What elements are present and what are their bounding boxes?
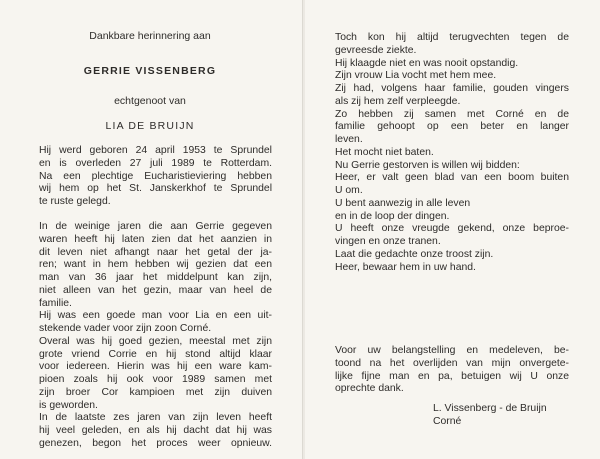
text-line: ren; want in hem hebben wij gezien dat een [39, 259, 272, 271]
text-line: toond na het overlijden van mijn onvergete- [335, 357, 569, 369]
text-line: familie. [39, 297, 72, 309]
text-line: Toch kon hij altijd terugvechten tegen de [335, 32, 569, 43]
text-line: stekende vader voor zijn zoon Corné. [39, 323, 212, 334]
text-line: waren heeft hij laten zien dat het aanzien in [39, 233, 272, 245]
text-line: Voor uw belangstelling en medeleven, be- [335, 345, 569, 356]
spouse-name: LIA DE BRUIJN [105, 120, 195, 132]
text-line: Het mocht niet baten. [335, 146, 434, 158]
text-line: Na een plechtige Eucharistieviering hebben [39, 170, 272, 182]
text-line: Laat die gedachte onze troost zijn. [335, 248, 494, 260]
text-line: genezen, begon het proces weer opnieuw. [39, 437, 272, 449]
text-line: Hij werd geboren 24 april 1953 te Sprundel [39, 145, 272, 156]
text-line: Hij was een goede man voor Lia en een uit- [39, 310, 272, 322]
text-line: en is overleden 27 juli 1989 te Rotterdam. [39, 157, 272, 169]
text-line: gevreesde ziekte. [335, 44, 417, 56]
text-line: zijn broer Cor kampioen met zijn duiven [39, 386, 272, 398]
signature-line: L. Vissenberg - de Bruijn [433, 403, 547, 414]
text-line: pioen zoals hij ook voor 1989 samen met [39, 374, 272, 385]
text-line: leven. [335, 134, 363, 145]
text-line: U om. [335, 185, 363, 196]
text-line: In de laatste zes jaren van zijn leven heeft [39, 412, 272, 424]
prayer-paragraph [335, 32, 569, 274]
signature-line: Corné [433, 415, 462, 427]
text-line: Hij klaagde niet en was nooit opstandig. [335, 57, 519, 69]
text-line: lijke fijne man en pa, betuigen wij U onze [335, 370, 569, 382]
text-line: als zij hem zelf verpleegde. [335, 95, 461, 107]
text-line: man van 36 jaar het middelpunt kan zijn, [39, 272, 272, 283]
text-line: wij hem op het St. Janskerkhof te Sprundel [39, 183, 272, 195]
fold-shadow [303, 0, 305, 459]
text-line: hij veel geleden, en als hij dacht dat hij was [39, 425, 272, 436]
text-line: familie gehoopt op een beter en langer [335, 121, 569, 133]
text-line: Zijn vrouw Lia vocht met hem mee. [335, 70, 497, 82]
intro-text: Dankbare herinnering aan [89, 30, 211, 42]
thanks-paragraph [335, 345, 569, 396]
text-line: Nu Gerrie gestorven is willen wij bidden: [335, 159, 520, 171]
text-line: U bent aanwezig in alle leven [335, 197, 471, 209]
biography-paragraph [39, 145, 272, 209]
text-line: voor iedereen. Hierin was hij een ware kam- [39, 361, 272, 373]
text-line: Zo hebben zij samen met Corné en de [335, 108, 569, 120]
text-line: dit leven niet afhangt naar het getal der ja- [39, 246, 272, 258]
text-line: en in de loop der dingen. [335, 210, 450, 222]
tribute-paragraph [39, 221, 272, 451]
text-line: vingen en onze tranen. [335, 236, 441, 247]
deceased-name: GERRIE VISSENBERG [83, 65, 217, 77]
text-line: Heer, bewaar hem in uw hand. [335, 261, 476, 273]
text-line: niet alleen van het gezin, maar van heel de [39, 284, 272, 296]
signature-block [433, 403, 547, 429]
text-line: oprechte dank. [335, 383, 404, 395]
text-line: In de weinige jaren die aan Gerrie gegeven [39, 221, 272, 232]
text-line: U heeft onze vreugde gekend, onze beproe- [335, 223, 569, 235]
text-line: grote vriend Corrie en hij stond altijd klaar [39, 348, 272, 360]
text-line: Zij had, volgens haar familie, gouden vingers [335, 83, 569, 94]
spouse-of-label: echtgenoot van [114, 95, 186, 107]
text-line: te ruste gelegd. [39, 196, 111, 207]
text-line: is geworden. [39, 399, 98, 411]
text-line: Heer, er valt geen blad van een boom buiten [335, 172, 569, 184]
text-line: Overal was hij goed gezien, meestal met zijn [39, 335, 272, 347]
